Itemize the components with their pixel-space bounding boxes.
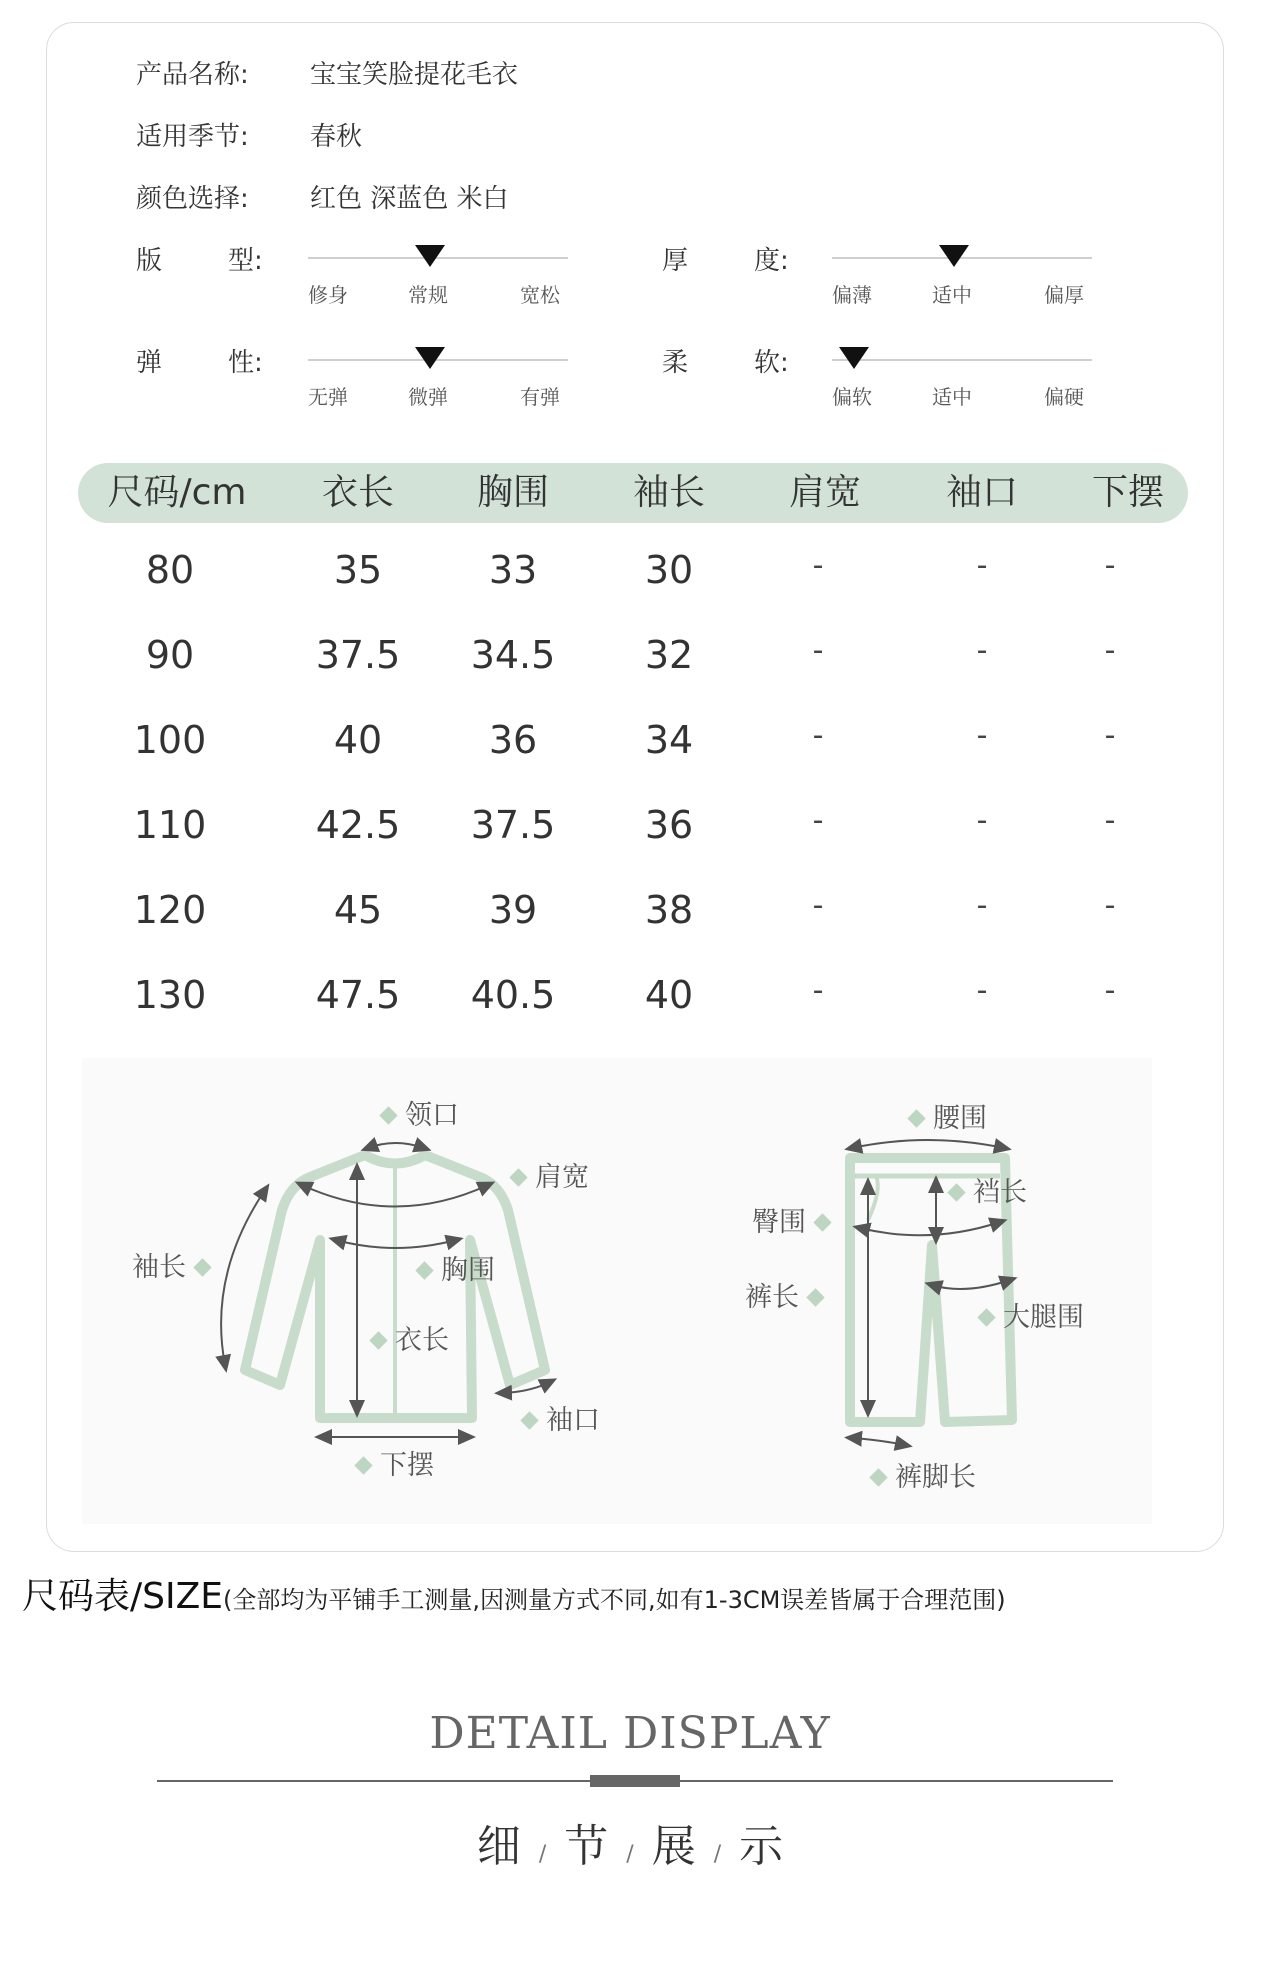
table-cell-shoulder: - — [812, 803, 824, 838]
softness-option: 偏硬 — [1044, 385, 1084, 409]
diamond-icon — [947, 1183, 965, 1201]
fit-option: 宽松 — [520, 283, 560, 307]
length-text: 衣长 — [395, 1325, 449, 1356]
diamond-icon — [977, 1308, 995, 1326]
softness-option: 适中 — [932, 385, 972, 409]
table-cell-sleeve: 32 — [644, 633, 694, 677]
diamond-icon — [869, 1468, 887, 1486]
detail-separator: / — [626, 1842, 634, 1867]
table-cell-chest: 34.5 — [470, 633, 556, 677]
cuff-label — [523, 1398, 600, 1437]
table-cell-size: 100 — [133, 718, 207, 762]
elasticity-option: 有弹 — [520, 385, 560, 409]
rise-label — [950, 1170, 1027, 1209]
table-cell-hem: - — [1104, 973, 1116, 1008]
table-cell-size: 90 — [145, 633, 195, 677]
diamond-icon — [907, 1109, 925, 1127]
table-cell-chest: 40.5 — [470, 973, 556, 1017]
sleeve-length-text: 袖长 — [132, 1252, 186, 1283]
diamond-icon — [415, 1261, 433, 1279]
table-cell-hem: - — [1104, 888, 1116, 923]
leg-opening-text: 裤脚长 — [895, 1462, 976, 1493]
thickness-label-a: 厚 — [662, 246, 689, 276]
thigh-text: 大腿围 — [1003, 1302, 1084, 1333]
detail-separator: / — [538, 1842, 547, 1867]
table-cell-sleeve: 34 — [644, 718, 694, 762]
diamond-icon — [520, 1411, 538, 1429]
detail-char: 节 — [564, 1821, 609, 1872]
thickness-option: 偏厚 — [1044, 283, 1084, 307]
table-cell-shoulder: - — [812, 973, 824, 1008]
pants-length-label — [745, 1275, 822, 1314]
diamond-icon — [806, 1288, 824, 1306]
table-cell-cuff: - — [976, 633, 988, 668]
sleeve-length-label — [132, 1245, 209, 1284]
table-cell-cuff: - — [976, 548, 988, 583]
elasticity-option: 微弹 — [408, 385, 448, 409]
detail-separator: / — [713, 1842, 722, 1867]
diamond-icon — [193, 1258, 211, 1276]
fit-label-a: 版 — [136, 246, 163, 276]
size-chart-note: (全部均为平铺手工测量,因测量方式不同,如有1-3CM误差皆属于合理范围) — [223, 1586, 1006, 1614]
softness-label-a: 柔 — [662, 348, 689, 378]
hem-text: 下摆 — [380, 1450, 434, 1481]
column-header-sleeve: 袖长 — [632, 472, 706, 513]
softness-option: 偏软 — [832, 385, 872, 409]
table-cell-sleeve: 30 — [644, 548, 694, 592]
sweater-icon — [245, 1155, 545, 1418]
product-name-value: 宝宝笑脸提花毛衣 — [310, 60, 519, 90]
collar-label — [382, 1093, 459, 1132]
table-cell-hem: - — [1104, 718, 1116, 753]
chest-label — [418, 1248, 495, 1287]
diamond-icon — [354, 1456, 372, 1474]
table-cell-hem: - — [1104, 633, 1116, 668]
diamond-icon — [509, 1168, 527, 1186]
table-cell-shoulder: - — [812, 548, 824, 583]
thigh-label — [980, 1295, 1084, 1334]
elasticity-label-a: 弹 — [136, 348, 163, 378]
shoulder-text: 肩宽 — [535, 1162, 589, 1193]
leg-opening-label — [872, 1455, 976, 1494]
table-cell-chest: 33 — [488, 548, 538, 592]
column-header-length: 衣长 — [321, 472, 395, 513]
softness-label-b: 软: — [754, 348, 789, 378]
thickness-label-b: 度: — [754, 246, 789, 276]
product-name-label: 产品名称: — [136, 60, 249, 90]
table-cell-chest: 39 — [488, 888, 538, 932]
waist-label — [910, 1096, 987, 1135]
fit-label-b: 型: — [228, 246, 263, 276]
cuff-text: 袖口 — [546, 1405, 600, 1436]
column-header-hem: 下摆 — [1091, 472, 1165, 513]
column-header-chest: 胸围 — [476, 472, 550, 513]
collar-text: 领口 — [405, 1100, 459, 1131]
table-cell-length: 40 — [333, 718, 383, 762]
table-cell-cuff: - — [976, 718, 988, 753]
thickness-option: 偏薄 — [832, 283, 872, 307]
table-cell-size: 130 — [133, 973, 207, 1017]
detail-display-subheading — [0, 1810, 1260, 1874]
table-cell-cuff: - — [976, 803, 988, 838]
diamond-icon — [379, 1106, 397, 1124]
table-cell-length: 47.5 — [315, 973, 401, 1017]
chest-text: 胸围 — [441, 1255, 495, 1286]
color-value: 红色 深蓝色 米白 — [310, 184, 509, 214]
detail-char: 展 — [651, 1821, 696, 1872]
hip-text: 臀围 — [752, 1207, 806, 1238]
table-cell-sleeve: 38 — [644, 888, 694, 932]
length-label — [372, 1318, 449, 1357]
season-label: 适用季节: — [136, 122, 249, 152]
diamond-icon — [813, 1213, 831, 1231]
table-cell-cuff: - — [976, 888, 988, 923]
column-header-shoulder: 肩宽 — [788, 472, 862, 513]
table-cell-hem: - — [1104, 548, 1116, 583]
elasticity-label-b: 性: — [228, 348, 263, 378]
diamond-icon — [369, 1331, 387, 1349]
elasticity-option: 无弹 — [308, 385, 348, 409]
table-cell-chest: 36 — [488, 718, 538, 762]
hip-label — [752, 1200, 829, 1239]
hem-label — [357, 1443, 434, 1482]
table-cell-length: 35 — [333, 548, 383, 592]
pants-length-text: 裤长 — [745, 1282, 799, 1313]
table-cell-length: 37.5 — [315, 633, 401, 677]
fit-option: 常规 — [408, 283, 448, 307]
table-cell-cuff: - — [976, 973, 988, 1008]
detail-char: 细 — [476, 1821, 521, 1872]
rise-text: 裆长 — [973, 1177, 1027, 1208]
table-cell-shoulder: - — [812, 633, 824, 668]
table-cell-length: 42.5 — [315, 803, 401, 847]
thickness-option: 适中 — [932, 283, 972, 307]
table-cell-shoulder: - — [812, 718, 824, 753]
table-cell-length: 45 — [333, 888, 383, 932]
detail-display-heading: DETAIL DISPLAY — [429, 1708, 831, 1759]
shoulder-label — [512, 1155, 589, 1194]
waist-text: 腰围 — [933, 1103, 987, 1134]
table-cell-chest: 37.5 — [470, 803, 556, 847]
table-cell-size: 120 — [133, 888, 207, 932]
size-chart-caption — [22, 1568, 1006, 1619]
fit-option: 修身 — [308, 283, 348, 307]
season-value: 春秋 — [310, 122, 363, 152]
table-cell-sleeve: 36 — [644, 803, 694, 847]
table-cell-sleeve: 40 — [644, 973, 694, 1017]
table-cell-size: 110 — [133, 803, 207, 847]
size-chart-title: 尺码表/SIZE — [22, 1576, 224, 1617]
color-label: 颜色选择: — [136, 184, 249, 214]
detail-divider-accent — [590, 1775, 680, 1787]
detail-char: 示 — [739, 1821, 784, 1872]
table-cell-shoulder: - — [812, 888, 824, 923]
column-header-size: 尺码/cm — [107, 472, 247, 513]
column-header-cuff: 袖口 — [945, 472, 1019, 513]
table-cell-hem: - — [1104, 803, 1116, 838]
table-cell-size: 80 — [145, 548, 195, 592]
